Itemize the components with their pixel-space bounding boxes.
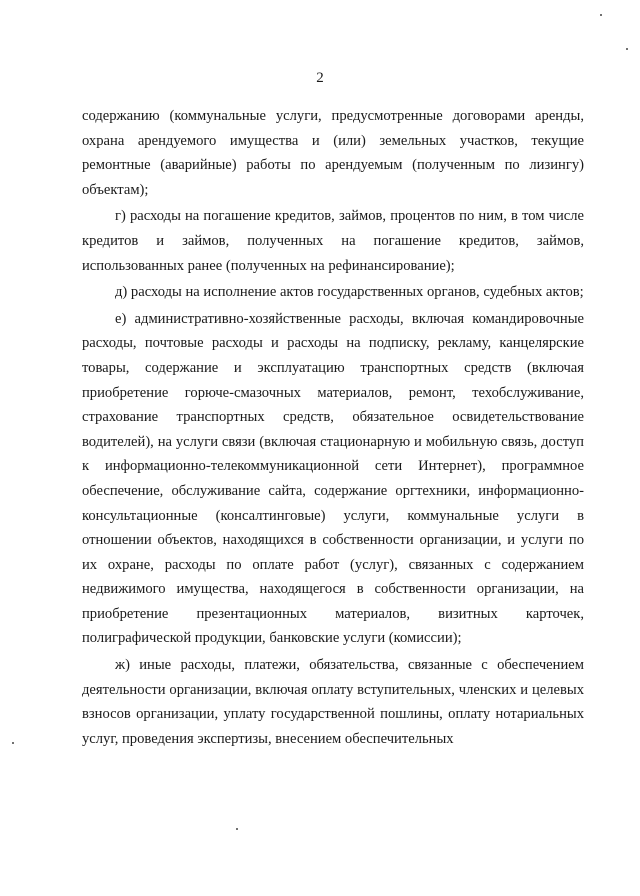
- scan-speck: [236, 828, 238, 830]
- paragraph-continuation: содержанию (коммунальные услуги, предусмотренные договорами аренды, охрана арендуемого имущества и (или) земельных участков, текущие ремонтные (аварийные) работы по арендуемым (полученным по лизингу) объектам);: [82, 108, 584, 198]
- scan-speck: [600, 14, 602, 16]
- page-number: 2: [316, 70, 324, 86]
- scan-speck: [626, 48, 628, 50]
- document-body: [82, 104, 584, 753]
- paragraph-item-d: д) расходы на исполнение актов государственных органов, судебных актов;: [115, 284, 584, 301]
- scan-speck: [12, 742, 14, 744]
- paragraph-item-e: е) административно-хозяйственные расходы, включая командировочные расходы, почтовые расходы и расходы на подписку, рекламу, канцелярские товары, содержание и эксплуатацию транспортных средств (включая приобретение горюче-смазочных материалов, ремонт, техобслуживание, страхование транспортных средств, обязательное освидетельствование водителей), на услуги связи (включая стационарную и мобильную связь, доступ к информационно-телекоммуникационной сети Интернет), программное обеспечение, обслуживание сайта, содержание оргтехники, информационно-консультационные (консалтинговые) услуги, коммунальные услуги в отношении объектов, находящихся в собственности организации, и услуги по их охране, расходы по оплате работ (услуг), связанных с содержанием недвижимого имущества, находящегося в собственности организации, на приобретение презентационных материалов, визитных карточек, полиграфической продукции, банковские услуги (комиссии);: [82, 310, 584, 647]
- paragraph-item-g: г) расходы на погашение кредитов, займов, процентов по ним, в том числе кредитов и займов, полученных на погашение кредитов, займов, использованных ранее (полученных на рефинансирование);: [82, 208, 584, 274]
- paragraph-item-zh: ж) иные расходы, платежи, обязательства, связанные с обеспечением деятельности организации, включая оплату вступительных, членских и целевых взносов организации, уплату государственной пошлины, оплату нотариальных услуг, проведения экспертизы, внесением обеспечительных: [82, 657, 584, 747]
